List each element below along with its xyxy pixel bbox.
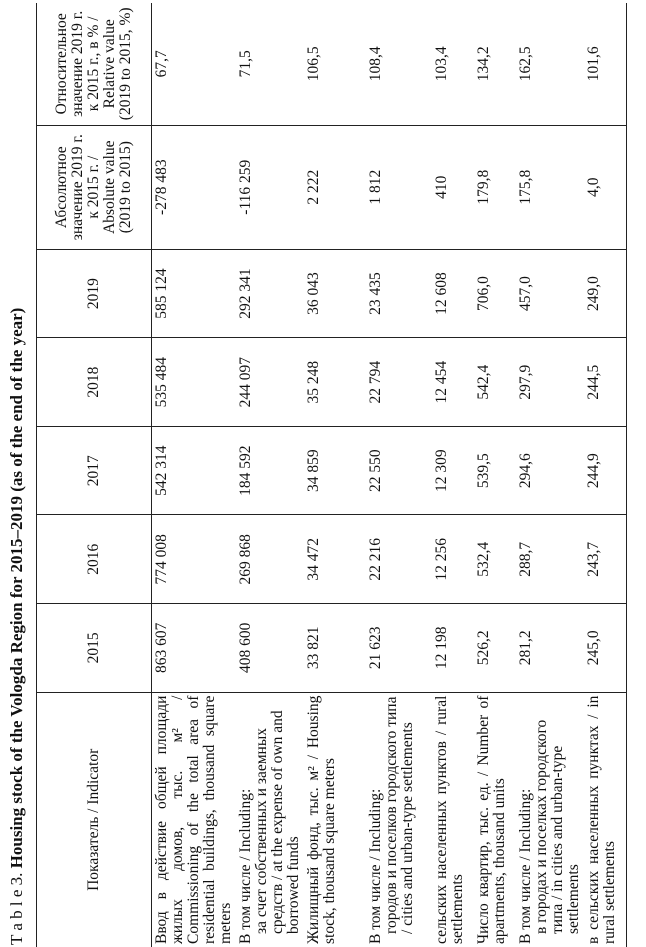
- row-indicator: [304, 692, 366, 947]
- header-2016: 2016: [37, 515, 152, 604]
- cell-rel: 108,4: [366, 3, 432, 125]
- housing-stock-table: [36, 3, 627, 947]
- cell-v2015: 21 623: [366, 604, 432, 693]
- cell-v2016: 774 008: [152, 515, 237, 604]
- cell-v2017: 542 314: [152, 426, 237, 515]
- cell-v2017: 184 592: [236, 426, 304, 515]
- cell-abs: 2 222: [304, 125, 366, 249]
- cell-abs: -278 483: [152, 125, 237, 249]
- cell-v2018: 244,5: [584, 338, 626, 427]
- cell-v2019: 585 124: [152, 249, 237, 338]
- cell-v2017: 539,5: [474, 426, 516, 515]
- header-2019: 2019: [37, 249, 152, 338]
- cell-rel: 103,4: [432, 3, 474, 125]
- cell-rel: 134,2: [474, 3, 516, 125]
- cell-v2015: 33 821: [304, 604, 366, 693]
- cell-v2016: 22 216: [366, 515, 432, 604]
- caption-title: Housing stock of the Vologda Region for 2015–2019 (as of the end of the year): [7, 307, 26, 869]
- cell-rel: 71,5: [236, 3, 304, 125]
- row-sublabel: за счет собственных и заемных средств / at the expense of own and borrowed funds: [253, 710, 302, 934]
- cell-v2018: 535 484: [152, 338, 237, 427]
- cell-v2015: 408 600: [236, 604, 304, 693]
- cell-v2017: 244,9: [584, 426, 626, 515]
- cell-v2015: 526,2: [474, 604, 516, 693]
- header-2017: 2017: [37, 426, 152, 515]
- cell-v2015: 12 198: [432, 604, 474, 693]
- cell-v2018: 35 248: [304, 338, 366, 427]
- row-indicator: [474, 692, 516, 947]
- cell-v2017: 34 859: [304, 426, 366, 515]
- cell-v2019: 12 608: [432, 249, 474, 338]
- cell-v2017: 22 550: [366, 426, 432, 515]
- cell-rel: 106,5: [304, 3, 366, 125]
- row-indicator: [236, 692, 304, 947]
- row-indicator: [366, 692, 432, 947]
- cell-abs: 4,0: [584, 125, 626, 249]
- cell-v2016: 269 868: [236, 515, 304, 604]
- cell-abs: -116 259: [236, 125, 304, 249]
- cell-v2017: 12 309: [432, 426, 474, 515]
- table-row: [304, 3, 366, 947]
- cell-v2015: 863 607: [152, 604, 237, 693]
- row-label: В том числе / Including:: [367, 788, 384, 944]
- cell-v2018: 244 097: [236, 338, 304, 427]
- row-label: Число квартир, тыс. ед. / Number of apartments, thousand units: [475, 695, 508, 944]
- cell-v2016: 288,7: [516, 515, 584, 604]
- cell-abs: 1 812: [366, 125, 432, 249]
- cell-v2016: 243,7: [584, 515, 626, 604]
- cell-v2016: 34 472: [304, 515, 366, 604]
- cell-rel: 101,6: [584, 3, 626, 125]
- header-row: [37, 3, 152, 947]
- cell-v2018: 542,4: [474, 338, 516, 427]
- cell-abs: 175,8: [516, 125, 584, 249]
- cell-v2019: 292 341: [236, 249, 304, 338]
- row-label: В том числе / Including:: [517, 788, 534, 944]
- row-label: в сельских населенных пунктах / in rural settlements: [585, 695, 618, 944]
- row-indicator: [152, 692, 237, 947]
- header-2015: 2015: [37, 604, 152, 693]
- table-row: [432, 3, 474, 947]
- row-indicator: [584, 692, 626, 947]
- cell-v2015: 281,2: [516, 604, 584, 693]
- cell-v2016: 532,4: [474, 515, 516, 604]
- cell-v2019: 706,0: [474, 249, 516, 338]
- cell-v2018: 12 454: [432, 338, 474, 427]
- row-indicator: [516, 692, 584, 947]
- table-row: [474, 3, 516, 947]
- table-row: [152, 3, 237, 947]
- cell-rel: 67,7: [152, 3, 237, 125]
- header-2018: 2018: [37, 338, 152, 427]
- row-sublabel: городов и поселков городского типа / cities and urban-type settlements: [383, 696, 416, 934]
- table-row: [236, 3, 304, 947]
- table-caption: [2, 308, 32, 945]
- cell-v2019: 457,0: [516, 249, 584, 338]
- row-sublabel: в городах и поселках городского типа / in cities and urban-type settlements: [533, 719, 582, 934]
- cell-v2017: 294,6: [516, 426, 584, 515]
- table-row: [584, 3, 626, 947]
- row-label: сельских населенных пунктов / rural settlements: [433, 695, 466, 944]
- caption-prefix: T a b l e 3.: [7, 872, 26, 945]
- cell-abs: 410: [432, 125, 474, 249]
- cell-v2019: 36 043: [304, 249, 366, 338]
- header-absolute: Абсолютное значение 2019 г. к 2015 г. / Absolute value (2019 to 2015): [37, 125, 152, 249]
- cell-v2015: 245,0: [584, 604, 626, 693]
- cell-v2016: 12 256: [432, 515, 474, 604]
- cell-rel: 162,5: [516, 3, 584, 125]
- cell-v2019: 23 435: [366, 249, 432, 338]
- row-indicator: [432, 692, 474, 947]
- row-label: Ввод в действие общей площади жилых домов, тыс. м² / Commissioning of the total area of residential buildings, thousand square meters: [153, 695, 234, 944]
- table-row: [366, 3, 432, 947]
- cell-v2018: 297,9: [516, 338, 584, 427]
- row-label: Жилищный фонд, тыс. м² / Housing stock, thousand square meters: [305, 695, 338, 944]
- row-label: В том числе / Including:: [237, 788, 254, 944]
- header-indicator: Показатель / Indicator: [37, 692, 152, 947]
- header-relative: Относительное значение 2019 г. к 2015 г., в % / Relative value (2019 to 2015, %): [37, 3, 152, 125]
- cell-v2018: 22 794: [366, 338, 432, 427]
- cell-abs: 179,8: [474, 125, 516, 249]
- table-body: [152, 3, 627, 947]
- cell-v2019: 249,0: [584, 249, 626, 338]
- table-row: [516, 3, 584, 947]
